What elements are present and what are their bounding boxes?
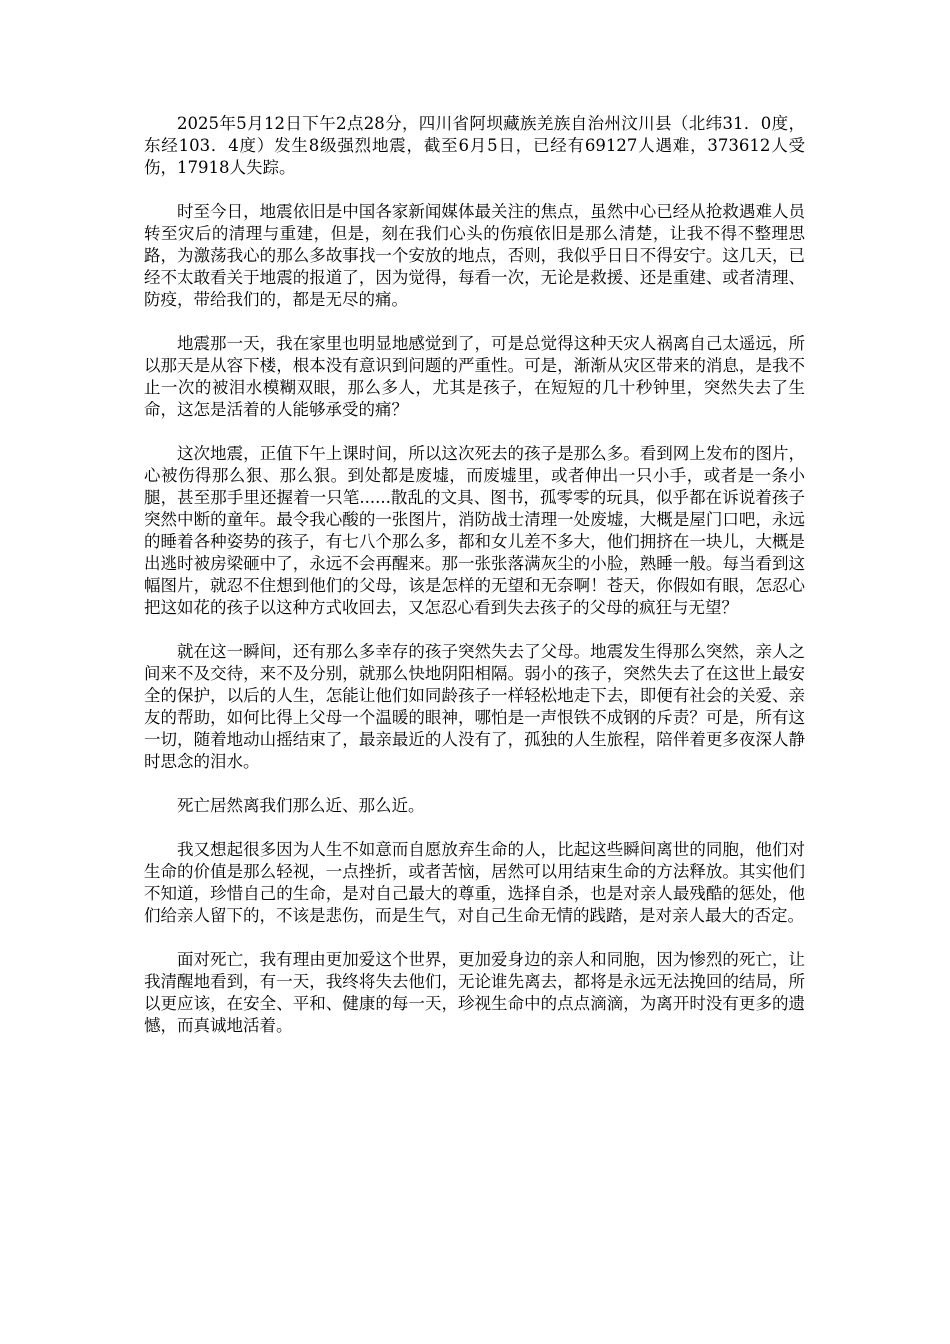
paragraph-orphans: 就在这一瞬间，还有那么多幸存的孩子突然失去了父母。地震发生得那么突然，亲人之间来不及交待，来不及分别，就那么快地阴阳相隔。弱小的孩子，突然失去了在这世上最安全的保护，以后的人生，怎能让他们如同龄孩子一样轻松地走下去，即便有社会的关爱、亲友的帮助，如何比得上父母一个温暖的眼神，哪怕是一声恨铁不成钢的斥责？可是，所有这一切，随着地动山摇结束了，最亲最近的人没有了，孤独的人生旅程，陪伴着更多夜深人静时思念的泪水。 [144,642,805,771]
document-body [144,113,805,1059]
paragraph-that-day: 地震那一天，我在家里也明显地感觉到了，可是总觉得这种天灾人祸离自己太遥远，所以那天是从容下楼，根本没有意识到问题的严重性。可是，渐渐从灾区带来的消息，是我不止一次的被泪水模糊双眼，那么多人，尤其是孩子，在短短的几十秒钟里，突然失去了生命，这怎是活着的人能够承受的痛？ [144,334,805,419]
paragraph-media-focus: 时至今日，地震依旧是中国各家新闻媒体最关注的焦点，虽然中心已经从抢救遇难人员转至灾后的清理与重建，但是，刻在我们心头的伤痕依旧是那么清楚，让我不得不整理思路，为激荡我心的那么多故事找一个安放的地点，否则，我似乎日日不得安宁。这几天，已经不太敢看关于地震的报道了，因为觉得，每看一次，无论是救援、还是重建、或者清理、防疫，带给我们的，都是无尽的痛。 [144,202,805,309]
paragraph-children: 这次地震，正值下午上课时间，所以这次死去的孩子是那么多。看到网上发布的图片，心被伤得那么狠、那么狠。到处都是废墟，而废墟里，或者伸出一只小手，或者是一条小腿，甚至那手里还握着一只笔......散乱的文具、图书，孤零零的玩具，似乎都在诉说着孩子突然中断的童年。最令我心酸的一张图片，消防战士清理一处废墟，大概是屋门口吧，永远的睡着各种姿势的孩子，有七八个那么多，都和女儿差不多大，他们拥挤在一块儿，大概是出逃时被房梁砸中了，永远不会再醒来。那一张张落满灰尘的小脸，熟睡一般。每当看到这幅图片，就忍不住想到他们的父母，该是怎样的无望和无奈啊！苍天，你假如有眼，怎忍心把这如花的孩子以这种方式收回去，又怎忍心看到失去孩子的父母的疯狂与无望？ [144,444,805,617]
paragraph-earthquake-facts: 2025年5月12日下午2点28分，四川省阿坝藏族羌族自治州汶川县（北纬31．0度，东经103．4度）发生8级强烈地震，截至6月5日，已经有69127人遇难，373612人受伤，17918人失踪。 [144,114,805,177]
paragraph-conclusion: 面对死亡，我有理由更加爱这个世界，更加爱身边的亲人和同胞，因为惨烈的死亡，让我清醒地看到，有一天，我终将失去他们，无论谁先离去，都将是永远无法挽回的结局，所以更应该，在安全、平和、健康的每一天，珍视生命中的点点滴滴，为离开时没有更多的遗憾，而真诚地活着。 [144,950,805,1035]
paragraph-death-near: 死亡居然离我们那么近、那么近。 [177,796,425,815]
paragraph-cherish-life: 我又想起很多因为人生不如意而自愿放弃生命的人，比起这些瞬间离世的同胞，他们对生命的价值是那么轻视，一点挫折，或者苦恼，居然可以用结束生命的方法释放。其实他们不知道，珍惜自己的生命，是对自己最大的尊重，选择自杀，也是对亲人最残酷的惩处，他们给亲人留下的，不该是悲伤，而是生气，对自己生命无情的践踏，是对亲人最大的否定。 [144,840,805,925]
